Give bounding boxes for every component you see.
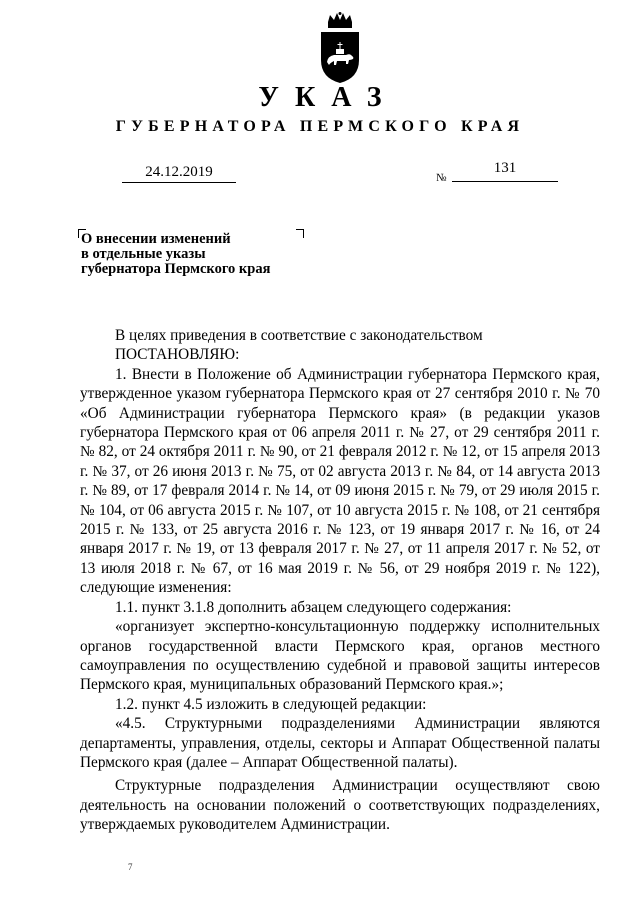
perm-krai-coat-of-arms-icon [315,12,365,84]
document-subtitle: ГУБЕРНАТОРА ПЕРМСКОГО КРАЯ [115,118,525,135]
final-paragraph: Структурные подразделения Администрации осуществляют свою деятельность на основании положений о соответствующих подразделениях, утверждаемых руководителем Администрации. [80,777,600,834]
document-title: УКАЗ [258,82,398,113]
page-mark: 7 [128,862,133,872]
item-1-1-paragraph: 1.1. пункт 3.1.8 дополнить абзацем следующего содержания: [115,598,512,616]
subject-line: О внесении изменений [81,231,231,247]
document-subject [81,232,321,277]
item-1-2-paragraph: 1.2. пункт 4.5 изложить в следующей редакции: [115,695,427,713]
item-1-paragraph: 1. Внести в Положение об Администрации губернатора Пермского края, утвержденное указом губернатора Пермского края от 27 сентября 2010 г. № 70 «Об Администрации губернатора Пермского края» (в редакции указов губернатора Пермского края от 06 апреля 2011 г. № 27, от 29 сентября 2011 г. № 82, от 24 октября 2011 г. № 90, от 21 февраля 2012 г. № 12, от 15 апреля 2013 г. № 37, от 26 июня 2013 г. № 75, от 02 августа 2013 г. № 84, от 14 августа 2013 г. № 89, от 17 февраля 2014 г. № 14, от 09 июня 2015 г. № 79, от 29 июля 2015 г. № 104, от 06 августа 2015 г. № 107, от 10 августа 2015 г. № 108, от 21 сентября 2015 г. № 133, от 25 августа 2016 г. № 123, от 19 января 2017 г. № 16, от 24 января 2017 г. № 19, от 13 февраля 2017 г. № 27, от 11 апреля 2017 г. № 52, от 13 июля 2018 г. № 67, от 16 мая 2019 г. № 56, от 29 ноября 2019 г. № 122), следующие изменения: [80,365,600,597]
number-label: № [436,172,447,184]
document-body [80,326,600,835]
subject-line: в отдельные указы [81,246,206,262]
document-date: 24.12.2019 [122,164,236,183]
quote-1-paragraph: «организует экспертно-консультационную поддержку исполнительных органов государственной власти Пермского края, органов местного самоуправления по осуществлению судебной и правовой защиты интересов Пермского края, муниципальных образований Пермского края.»; [80,618,600,694]
quote-2-paragraph: «4.5. Структурными подразделениями Администрации являются департаменты, управления, отделы, секторы и Аппарат Общественной палаты Пермского края (далее – Аппарат Общественной палаты). [80,715,600,771]
decree-word: ПОСТАНОВЛЯЮ: [115,346,240,364]
document-number: 131 [452,160,558,182]
intro-paragraph: В целях приведения в соответствие с законодательством [115,327,483,344]
subject-line: губернатора Пермского края [81,261,271,277]
